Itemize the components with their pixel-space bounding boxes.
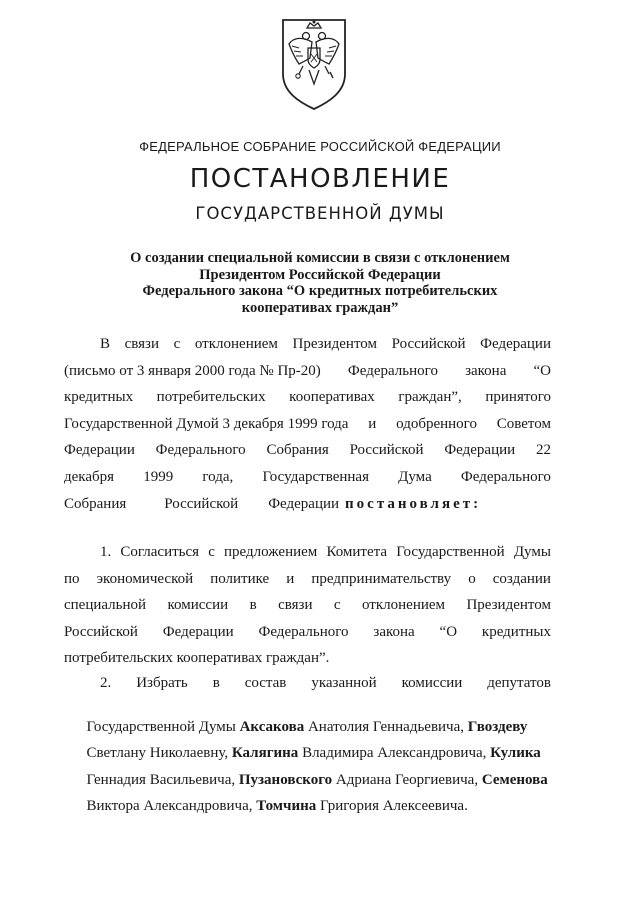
text-line (64, 442, 551, 469)
word: Федерального (460, 468, 551, 485)
text-line (64, 571, 551, 598)
text-run: Владимира Александровича, (298, 745, 491, 762)
word: Федерального (347, 362, 438, 379)
word: 2. (100, 675, 112, 691)
text-line (64, 389, 551, 416)
word: по (64, 570, 80, 587)
text-run: Светлану Николаевну, (86, 745, 232, 762)
word: В (100, 336, 111, 352)
document-type-title: ПОСТАНОВЛЕНИЕ (189, 164, 451, 194)
deputy-surname: Аксакова (239, 718, 305, 735)
text-run: Государственной Думы (86, 718, 240, 735)
word: Согласиться (120, 544, 200, 560)
word: Президентом (292, 336, 378, 352)
word: Государственной Думой 3 декабря 1999 года (64, 415, 349, 432)
word: граждан”, (398, 389, 462, 406)
word: Федерации (64, 442, 135, 459)
word: о (468, 570, 476, 587)
word: “О (439, 623, 458, 640)
text-line (64, 469, 551, 496)
word: с (173, 336, 181, 352)
word: потребительских кооперативах граждан”. (64, 650, 330, 667)
preamble-paragraph (64, 336, 551, 522)
heading-line: Федерального закона “О кредитных потребительских (142, 283, 498, 299)
text-line (64, 363, 551, 390)
assembly-name: ФЕДЕРАЛЬНОЕ СОБРАНИЕ РОССИЙСКОЙ ФЕДЕРАЦИИ (139, 139, 501, 154)
text-line (64, 675, 551, 702)
word: Думы (513, 544, 551, 560)
word: закона (465, 362, 507, 379)
word: состав (244, 675, 287, 691)
deputy-surname: Семенова (481, 771, 548, 788)
heading-line: кооперативах граждан” (241, 299, 399, 316)
issuer-subtitle: ГОСУДАРСТВЕННОЙ ДУМЫ (195, 204, 445, 223)
word: Собрания (266, 442, 329, 459)
word: экономической (96, 570, 194, 587)
text-run: Адриана Георгиевича, (332, 771, 482, 788)
word: (письмо от 3 января 2000 года № Пр-20) (64, 362, 321, 379)
word: Федерации (162, 623, 234, 640)
word: Российской (64, 623, 138, 640)
deputy-surname: Кулика (490, 745, 541, 762)
word: года, (202, 468, 234, 485)
text-run: Геннадия Васильевича, (86, 771, 239, 788)
word: и (286, 570, 295, 587)
word: кооперативах (289, 389, 375, 406)
word: создании (492, 570, 551, 587)
coat-of-arms-emblem-icon (277, 14, 351, 112)
word: связи (124, 336, 160, 352)
item-1-paragraph (64, 544, 551, 677)
deputy-surname: Гвоздеву (467, 718, 528, 735)
word: Собрания (64, 495, 127, 512)
word: в (249, 597, 257, 614)
word: Советом (496, 415, 551, 432)
text-run: Виктора Александровича, (86, 798, 257, 815)
word: Комитета (326, 544, 388, 560)
text-line (64, 336, 551, 363)
resolves-keyword: постановляет: (345, 495, 482, 512)
deputy-surname: Калягина (231, 745, 299, 762)
heading-line: О создании специальной комиссии в связи с отклонением (130, 250, 510, 266)
word: Государственной (396, 544, 505, 560)
word: Российской (391, 336, 466, 352)
word: Федерального (155, 442, 246, 459)
word: Федерации (480, 336, 551, 352)
word: одобренного (396, 415, 477, 432)
word: с (208, 544, 215, 560)
word: с (333, 597, 341, 614)
text-run: Григория Алексеевича. (316, 798, 468, 815)
word: 22 (535, 442, 551, 459)
word: связи (278, 597, 313, 614)
word: “О (533, 362, 551, 379)
word: указанной (311, 675, 377, 691)
word: в (212, 675, 220, 691)
word: декабря (64, 468, 115, 485)
word: предпринимательству (311, 570, 452, 587)
text-line (64, 650, 551, 677)
word: Президентом (466, 597, 551, 614)
word: принятого (485, 389, 551, 406)
word: кредитных (481, 623, 551, 640)
word: отклонением (194, 336, 278, 352)
word: Российской (349, 442, 424, 459)
text-line (64, 624, 551, 651)
word: Дума (398, 468, 432, 485)
text-line (64, 544, 551, 571)
word: Избрать (136, 675, 188, 691)
text-run: Анатолия Геннадьевича, (304, 718, 468, 735)
word: политике (210, 570, 270, 587)
word: 1. (100, 544, 112, 560)
deputy-surname: Пузановского (238, 771, 333, 788)
text-line (64, 597, 551, 624)
text-line (64, 755, 551, 788)
word: комиссии (401, 675, 463, 691)
text-line (64, 728, 551, 762)
word: потребительских (156, 389, 266, 406)
text-line (64, 496, 551, 523)
word: комиссии (167, 597, 229, 614)
word: Федерации (268, 495, 340, 512)
word: Российской (164, 495, 239, 512)
word: предложением (224, 544, 318, 560)
word: и (368, 415, 377, 432)
resolution-heading (60, 250, 580, 316)
item-2-paragraph (64, 675, 551, 815)
word: кредитных (64, 389, 134, 406)
word: специальной (64, 597, 147, 614)
text-line (64, 416, 551, 443)
word: Государственная (262, 468, 369, 485)
heading-line: Президентом Российской Федерации (199, 266, 441, 283)
word: отклонением (362, 597, 446, 614)
word: закона (373, 623, 415, 640)
word: 1999 (143, 468, 174, 485)
word: депутатов (487, 675, 551, 691)
word: Федерации (444, 442, 516, 459)
word: Федерального (258, 623, 349, 640)
text-line (64, 702, 551, 735)
deputy-surname: Томчина (256, 798, 317, 815)
